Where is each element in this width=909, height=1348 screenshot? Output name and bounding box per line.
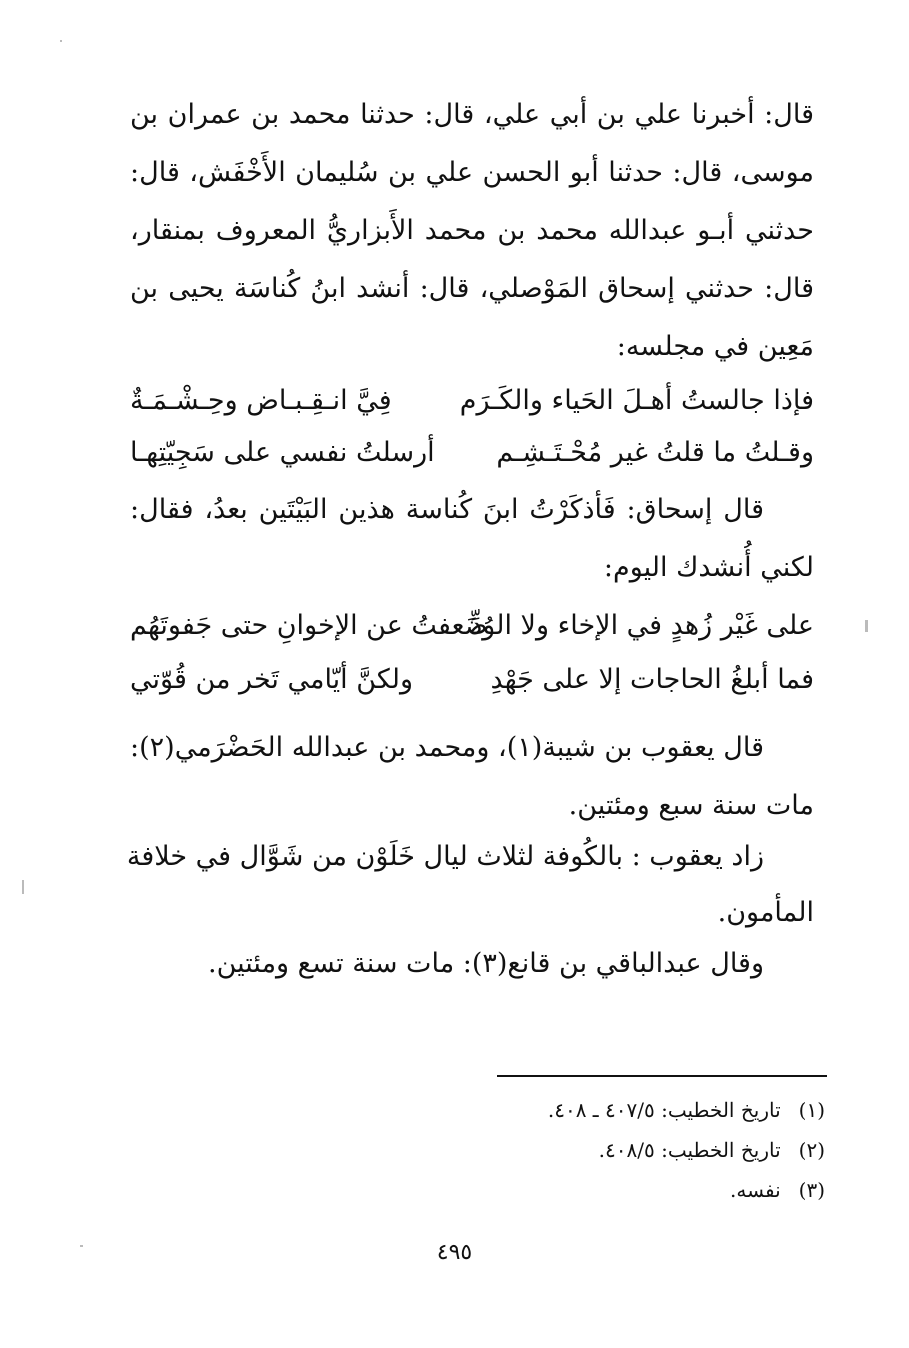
body-line: وقال عبدالباقي بن قانع(٣): مات سنة تسع ومئتين. (208, 948, 764, 979)
body-line: قال: حدثني إسحاق المَوْصلي، قال: أنشد ابنُ كُناسَة يحيى بن (130, 273, 814, 304)
body-line: قال: أخبرنا علي بن أبي علي، قال: حدثنا محمد بن عمران بن (130, 99, 814, 130)
scan-speck (60, 40, 62, 42)
body-line: المأمون. (717, 897, 814, 928)
verse-hemistich: ضَعفتُ عن الإخوانِ حتى جَفوتَهُم (130, 610, 488, 641)
footnote (730, 1175, 825, 1205)
verse-hemistich: وقـلتُ ما قلتُ غير مُحْـتَـشِـم (496, 437, 814, 468)
scan-speck (80, 1245, 83, 1247)
body-line: لكني أُنشدك اليوم: (603, 552, 814, 583)
footnote-rule (497, 1075, 827, 1077)
footnote-number: (١) (798, 1098, 825, 1122)
footnote (599, 1135, 825, 1165)
footnote-number: (٣) (798, 1178, 825, 1202)
verse-hemistich: ولكنَّ أيّامي تَخر من قُوّتي (130, 664, 413, 695)
footnote (548, 1095, 825, 1125)
footnote-number: (٢) (798, 1138, 825, 1162)
body-line: موسى، قال: حدثنا أبو الحسن علي بن سُليمان الأَخْفَش، قال: (130, 157, 814, 188)
verse-hemistich: فما أبلغُ الحاجات إلا على جَهْدِ (490, 664, 814, 695)
scan-speck (22, 880, 24, 894)
verse-hemistich: فِيَّ انـقِـبـاض وحِـشْـمَـةٌ (130, 385, 392, 416)
footnote-text: تاريخ الخطيب: ٤٠٨/٥. (598, 1138, 781, 1162)
body-line: مات سنة سبع ومئتين. (568, 790, 814, 821)
body-line: قال يعقوب بن شيبة(١)، ومحمد بن عبدالله الحَضْرَمي(٢): (130, 732, 764, 763)
body-line: مَعِين في مجلسه: (616, 331, 814, 362)
verse-hemistich: أرسلتُ نفسي على سَجِيّتِهـا (130, 437, 435, 468)
verse-hemistich: على غَيْر زُهدٍ في الإخاء ولا الوُدِّ (470, 610, 814, 641)
footnote-text: تاريخ الخطيب: ٤٠٧/٥ ـ ٤٠٨. (547, 1098, 781, 1122)
verse-hemistich: فإذا جالستُ أهـلَ الحَياء والكَـرَم (459, 385, 814, 416)
body-line: قال إسحاق: فَأذكَرْتُ ابنَ كُناسة هذين البَيْتَين بعدُ، فقال: (130, 494, 764, 525)
body-line: زاد يعقوب : بالكُوفة لثلاث ليال خَلَوْن من شَوَّال في خلافة (126, 841, 764, 872)
footnote-text: نفسه. (730, 1178, 781, 1202)
scan-speck (865, 620, 868, 632)
page-number: ٤٩٥ (436, 1240, 473, 1265)
body-line: حدثني أبـو عبدالله محمد بن محمد الأَبزاريُّ المعروف بمنقار، (130, 215, 814, 246)
